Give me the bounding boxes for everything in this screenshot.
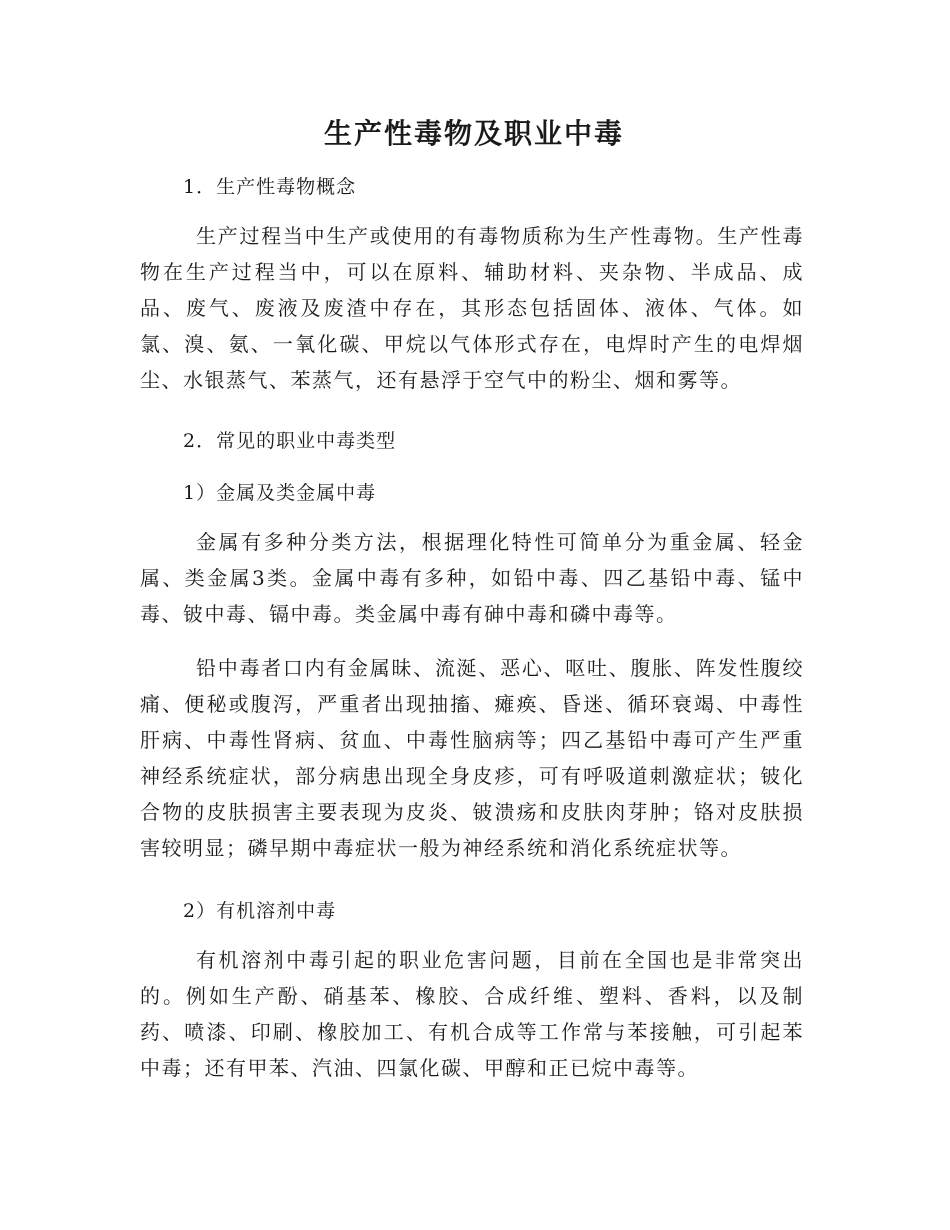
section-heading-2: 2．常见的职业中毒类型 (183, 430, 397, 452)
document-title: 生产性毒物及职业中毒 (323, 117, 624, 150)
subsection-heading-solvent: 2）有机溶剂中毒 (183, 900, 337, 922)
paragraph-lead-poisoning-symptoms: 铅中毒者口内有金属昧、流涎、恶心、呕吐、腹胀、阵发性腹绞痛、便秘或腹泻，严重者出现抽搐、瘫痪、昏迷、循环衰竭、中毒性肝病、中毒性肾病、贫血、中毒性脑病等；四乙基铅中毒可产生严重神经系统症状，部分病患出现全身皮疹，可有呼吸道刺激症状；铍化合物的皮肤损害主要表现为皮炎、铍溃疡和皮肤肉芽肿；铬对皮肤损害较明显；磷早期中毒症状一般为神经系统和消化系统症状等。 (140, 656, 804, 860)
section-heading-1: 1．生产性毒物概念 (183, 176, 357, 198)
paragraph-toxicant-concept: 生产过程当中生产或使用的有毒物质称为生产性毒物。生产性毒物在生产过程当中，可以在原料、辅助材料、夹杂物、半成品、成品、废气、废液及废渣中存在，其形态包括固体、液体、气体。如氯、溴、氨、一氧化碳、甲烷以气体形式存在，电焊时产生的电焊烟尘、水银蒸气、苯蒸气，还有悬浮于空气中的粉尘、烟和雾等。 (140, 224, 804, 392)
paragraph-organic-solvent: 有机溶剂中毒引起的职业危害问题，目前在全国也是非常突出的。例如生产酚、硝基苯、橡胶、合成纤维、塑料、香料，以及制药、喷漆、印刷、橡胶加工、有机合成等工作常与苯接触，可引起苯中毒；还有甲苯、汽油、四氯化碳、甲醇和正已烷中毒等。 (140, 948, 804, 1080)
subsection-heading-metal: 1）金属及类金属中毒 (183, 482, 377, 504)
paragraph-metal-classification: 金属有多种分类方法，根据理化特性可简单分为重金属、轻金属、类金属3类。金属中毒有多种，如铅中毒、四乙基铅中毒、锰中毒、铍中毒、镉中毒。类金属中毒有砷中毒和磷中毒等。 (140, 530, 804, 626)
